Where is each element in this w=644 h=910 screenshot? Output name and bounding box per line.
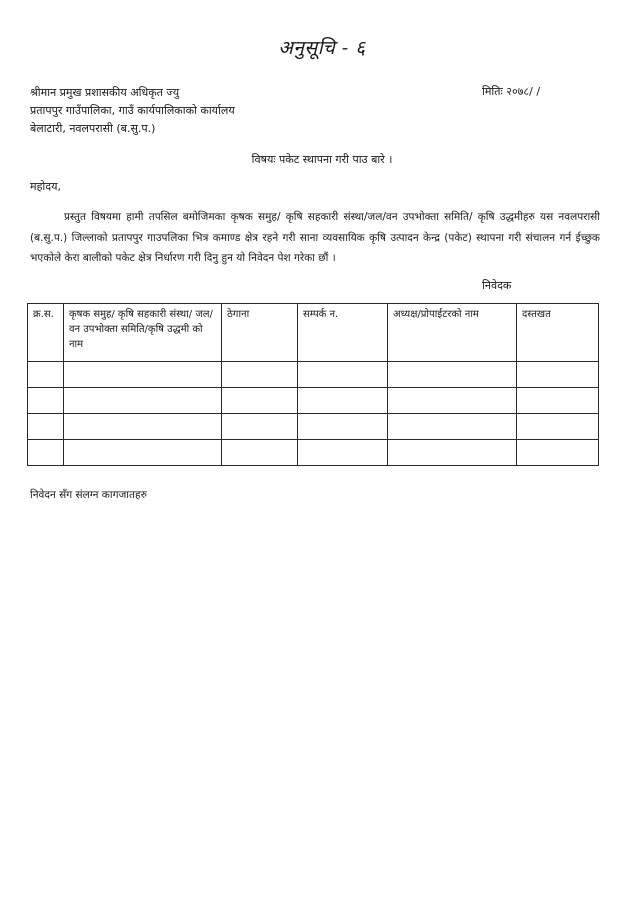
table-cell <box>388 388 517 414</box>
date-field: मितिः २०७८/ / <box>482 85 541 98</box>
recipient-line-1: श्रीमान प्रमुख प्रशासकीय अधिकृत ज्यु <box>30 86 180 99</box>
table-cell <box>64 414 222 440</box>
recipient-line-2: प्रतापपुर गाउँपालिका, गाउँ कार्यपालिकाको कार्यालय <box>30 104 235 117</box>
header-signature: दस्तखत <box>517 304 599 362</box>
table-cell <box>64 362 222 388</box>
salutation: महोदय, <box>30 180 61 193</box>
table-cell <box>298 388 388 414</box>
table-cell <box>388 414 517 440</box>
table-header-row <box>28 304 599 362</box>
table-cell <box>28 414 64 440</box>
table-cell <box>64 440 222 466</box>
table-cell <box>222 414 298 440</box>
table-cell <box>298 440 388 466</box>
subject-line: विषयः पकेट स्थापना गरी पाउ बारे । <box>251 153 393 166</box>
header-contact-no: सम्पर्क न. <box>298 304 388 362</box>
table-cell <box>388 440 517 466</box>
table-cell <box>222 388 298 414</box>
table-cell <box>517 414 599 440</box>
applicant-label: निवेदक <box>482 279 512 292</box>
applicant-table <box>27 303 599 466</box>
table-row <box>28 440 599 466</box>
header-chairperson-name: अध्यक्ष/प्रोपाईटरको नाम <box>388 304 517 362</box>
header-address: ठेगाना <box>222 304 298 362</box>
table-cell <box>298 414 388 440</box>
header-serial-no: क्र.स. <box>28 304 64 362</box>
table-row <box>28 388 599 414</box>
table-cell <box>28 440 64 466</box>
table-cell <box>28 362 64 388</box>
table-cell <box>298 362 388 388</box>
table-cell <box>517 388 599 414</box>
table-row <box>28 362 599 388</box>
recipient-line-3: बेलाटारी, नवलपरासी (ब.सु.प.) <box>30 122 156 135</box>
annex-heading: अनुसूचि - ६ <box>278 37 366 59</box>
recipient-address <box>30 84 235 138</box>
table-cell <box>222 440 298 466</box>
header-group-name: कृषक समुह/ कृषि सहकारी संस्था/ जल/वन उपभोक्ता समिति/कृषि उद्धमी को नाम <box>64 304 222 362</box>
table-cell <box>222 362 298 388</box>
attachments-label: निवेदन सँग संलग्न कागजातहरु <box>30 489 147 501</box>
body-paragraph: प्रस्तुत विषयमा हामी तपसिल बमोजिमका कृषक समुह/ कृषि सहकारी संस्था/जल/वन उपभोक्ता समिति/ कृषि उद्धमीहरु यस नवलपरासी (ब.सु.प.) जिल्लाको प्रतापपुर गाउपलिका भित्र कमाण्ड क्षेत्र रहने गरी साना व्यवसायिक कृषि उत्पादन केन्द्र (पकेट) स्थापना गरी संचालन गर्न ईच्छुक भएकोले केरा बालीको पकेट क्षेत्र निर्धारण गरी दिनु हुन यो निवेदन पेश गरेका छौं । <box>30 211 600 264</box>
table-cell <box>28 388 64 414</box>
table-cell <box>64 388 222 414</box>
table-cell <box>517 362 599 388</box>
table-row <box>28 414 599 440</box>
table-cell <box>517 440 599 466</box>
table-cell <box>388 362 517 388</box>
